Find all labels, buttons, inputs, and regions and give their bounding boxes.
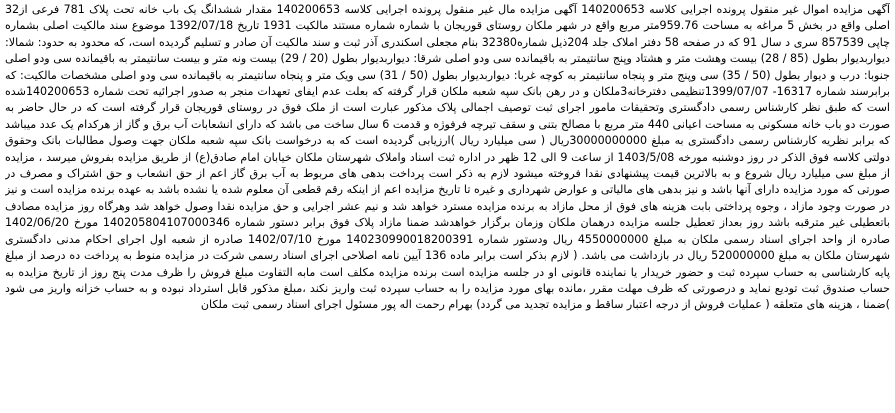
auction-notice-text: آگهی مزایده اموال غیر منقول پرونده اجرایی کلاسه 140200653 آگهی مزایده مال غیر منقول پرونده اجرایی کلاسه 140200653 مقدار ششدانگ یک باب خانه تحت پلاک 781 فرعی از32 اصلی واقع در بخش 5 مراغه به مساحت 959.76متر مربع واقع در شهر ملکان روستای قوریجان با شماره شماره مستند مالکیت 1931 تاریخ 1392/07/18 موضوع سند مالکیت اصلی بشماره چاپی 857539 سری د سال 91 که در صفحه 58 دفتر املاک جلد 204ذیل شماره32380 بنام مجعلی اسکندری آذر ثبت و سند مالکیت آن صادر و تسلیم گردیده است، که محدود به حدود: شمالا: دیواربدیوار بطول (85 / 28) بیست وهشت متر و هشتاد وپنج سانتیمتر به باقیمانده سی ودو اصلی شرقا: دیواربدیوار بطول (20 / 29) بیست ونه متر و بیست سانتیمتر به باقیمانده سی ودو اصلی جنوبا: درب و دیوار بطول (50 / 35) سی وپنج متر و پنجاه سانتیمتر به کوچه غربا: دیواربدیوار بطول (50 / 31) سی ویک متر و پنجاه سانتیمتر به باقیمانده سی ودو اصلی مشخصات مالکیت: که برابرسند شماره 16317- 1399/07/07تنظیمی دفترخانه3ملکان و در رهن بانک سپه شعبه ملکان قرار گرفته که بعلت عدم ایفای تعهدات منجر به صدور اجرائیه تحت شماره 140200653شده است که طبق نظر کارشناس رسمی دادگستری وتحقیقات مامور اجرای ثبت توصیف اجمالی پلاک مذکور عبارت است از ملک فوق در روستای قوریجان قرار گرفته است که در حال حاضر به صورت دو باب خانه مسکونی به مساحت اعیانی 440 متر مربع با مصالح بتنی و سقف تیرچه فرفوژه و قدمت 6 سال ساخت می باشد که دارای انشعابات آب برق و گاز از هرکدام یک عدد میباشد که برابر نظریه کارشناس رسمی دادگستری به مبلغ 30000000000ریال ( سی میلیارد ریال )ارزیابی گردیده است که به درخواست بانک سپه شعبه ملکان جهت وصول مطالبات بانک وحقوق دولتی کلاسه فوق الذکر در روز دوشنبه مورخه 1403/5/08 از ساعت 9 الی 12 ظهر در اداره ثبت اسناد واملاک شهرستان ملکان خیابان امام صادق(ع) از طریق مزایده بفروش میرسد ، مزایده از مبلغ سی میلیارد ریال شروع و به بالاترین قیمت پیشنهادی نقدا فروخته میشود لازم به ذکر است پرداخت بدهی های مربوط به آب برق گاز اعم از حق انشعاب و حق اشتراک و مصرف در صورتی که مورد مزایده دارای آنها باشد و نیز بدهی های مالیاتی و عوارض شهرداری و غیره تا تاریخ مزایده اعم از اینکه رقم قطعی آن معلوم شده یا نشده باشد به عهده برنده مزایده است و نیز در صورت وجود مازاد ، وجوه پرداختی بابت هزینه های فوق از محل مازاد به برنده مزایده مسترد خواهد شد و نیم عشر اجرایی و حق مزایده نقدا وصول خواهد شد وهرگاه روز مزایده مصادف باتعطیلی غیر مترقبه باشد روز بعداز تعطیل جلسه مزایده درهمان ملکان وزمان برگزار خواهدشد ضمنا مازاد پلاک فوق برابر دستور شماره 140205804107000346 مورخ 1402/06/20 صادره از واحد اجرای اسناد رسمی ملکان به مبلغ 4550000000 ریال ودستور شماره 140230990018200391 مورخ 1402/07/10 صادره از شعبه اول اجرای احکام مدنی دادگستری شهرستان ملکان به مبلغ 520000000 ریال در بازداشت می باشد. ( لازم بذکر است برابر ماده 136 آیین نامه اصلاحی اجرای اسناد رسمی شرکت در مزایده منوط به پرداخت ده درصد از مبلغ پایه کارشناسی به حساب سپرده ثبت و حضور خریدار یا نماینده قانونی او در جلسه مزایده است برنده مزایده مکلف است مابه التفاوت مبلغ فروش را ظرف مدت پنج روز از تاریخ مزایده به حساب صندوق ثبت تودیع نماید و درصورتی که ظرف مهلت مقرر ،مانده بهای مورد مزایده را به حساب سپرده ثبت واریز نکند ،مبلغ مذکور قابل استرداد نبوده و به حساب خزانه واریز می شود )ضمنا ، هزینه های متعلقه ( عملیات فروش از درجه اعتبار ساقط و مزایده تجدید می گردد) بهرام رحمت اله پور مسئول اجرای اسناد رسمی ثبت ملکان: [5, 3, 890, 312]
